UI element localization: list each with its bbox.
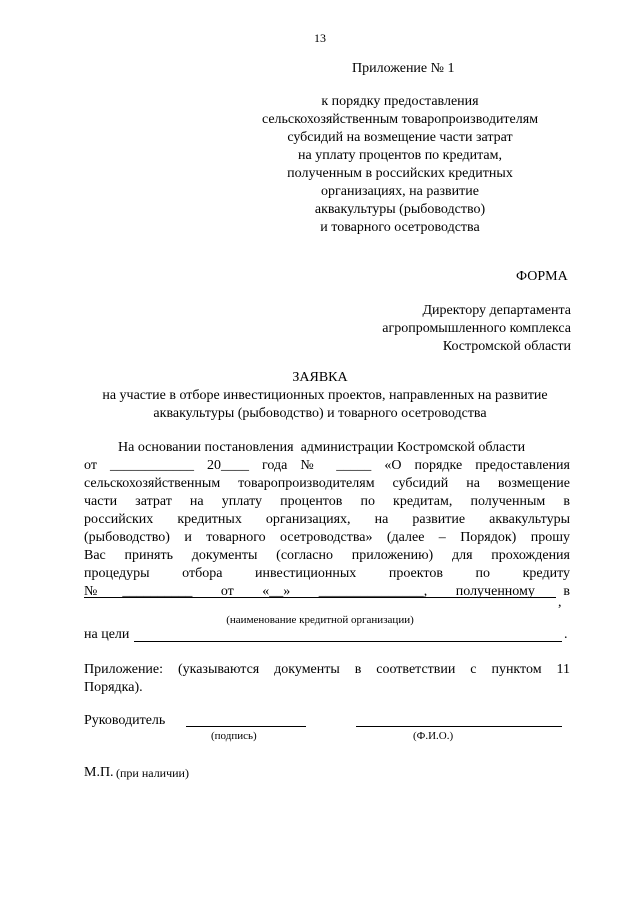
body-line: российских кредитных организациях, на развитие аквакультуры	[84, 512, 570, 527]
body-line: №__________ от «__» _______________, полученному в	[84, 584, 570, 599]
annex-line: субсидий на возмещение части затрат	[287, 130, 513, 145]
body-line: (рыбоводство) и товарного осетроводства» (далее – Порядок) прошу	[84, 530, 570, 545]
body-line: Вас принять документы (согласно приложению) для прохождения	[84, 548, 570, 563]
form-label: ФОРМА	[516, 269, 568, 284]
appendix-line: Порядка).	[84, 680, 143, 695]
body-line: На основании постановления администрации Костромской области	[118, 440, 526, 455]
body-line: сельскохозяйственным товаропроизводителям субсидий на возмещение	[84, 476, 570, 491]
stamp-label: М.П.	[84, 765, 114, 780]
purpose-field[interactable]	[134, 641, 562, 642]
addressee-line: агропромышленного комплекса	[382, 321, 571, 336]
body-line: процедуры отбора инвестиционных проектов по кредиту	[84, 566, 570, 581]
comma: ,	[558, 595, 562, 610]
annex-line: сельскохозяйственным товаропроизводителям	[261, 112, 539, 127]
body-line: от ____________ 20____ года № _____ «О порядке предоставления	[84, 458, 570, 473]
purpose-label: на цели	[84, 627, 130, 642]
annex-line: аквакультуры (рыбоводство)	[314, 202, 486, 217]
document-subtitle: аквакультуры (рыбоводство) и товарного осетроводства	[153, 406, 487, 421]
addressee-line: Костромской области	[442, 339, 571, 354]
annex-line: к порядку предоставления	[321, 94, 479, 109]
name-field[interactable]	[356, 726, 562, 727]
annex-line: полученным в российских кредитных	[287, 166, 513, 181]
annex-line: на уплату процентов по кредитам,	[297, 148, 502, 163]
document-title: ЗАЯВКА	[292, 370, 348, 385]
head-label: Руководитель	[84, 713, 166, 728]
signature-caption: (подпись)	[211, 730, 257, 742]
document-subtitle: на участие в отборе инвестиционных проектов, направленных на развитие	[102, 388, 548, 403]
annex-line: организациях, на развитие	[321, 184, 479, 199]
annex-title: Приложение № 1	[352, 61, 455, 76]
annex-line: и товарного осетроводства	[320, 220, 480, 235]
page-number: 13	[314, 31, 326, 45]
credit-org-field[interactable]	[84, 597, 556, 598]
addressee-line: Директору департамента	[422, 303, 571, 318]
stamp-note: (при наличии)	[116, 766, 189, 780]
credit-org-caption: (наименование кредитной организации)	[226, 614, 414, 626]
purpose-end: .	[564, 627, 568, 642]
appendix-line: Приложение: (указываются документы в соответствии с пунктом 11	[84, 662, 570, 677]
name-caption: (Ф.И.О.)	[413, 730, 454, 742]
body-line: части затрат на уплату процентов по кредитам, полученным в	[84, 494, 570, 509]
signature-field[interactable]	[186, 726, 306, 727]
